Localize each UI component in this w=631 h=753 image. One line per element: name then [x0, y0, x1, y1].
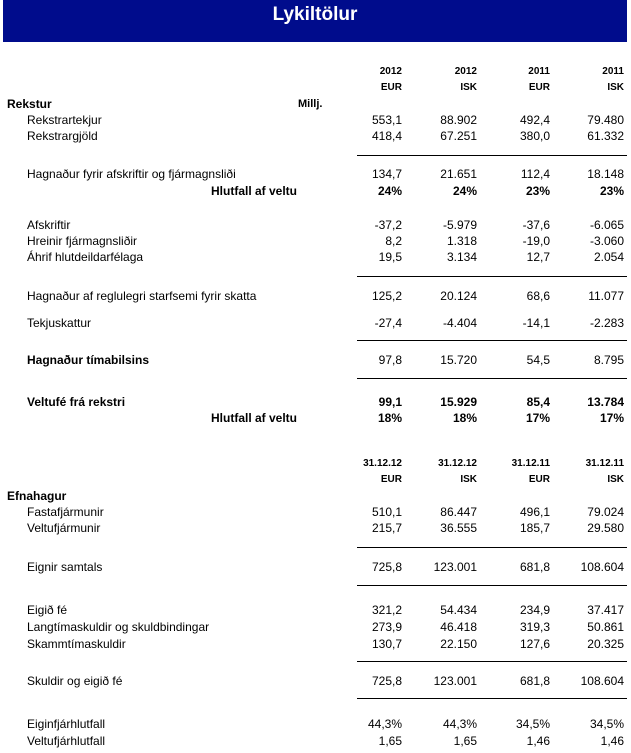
cell: 19,5: [378, 250, 402, 264]
cell: 15.929: [440, 395, 477, 409]
table-row: [0, 250, 631, 264]
cell: 112,4: [520, 167, 550, 181]
cell: 8,2: [385, 234, 402, 248]
header2-currency-2: ISK: [460, 474, 477, 485]
header-date-1: 31.12.12: [363, 458, 402, 469]
cell: 24%: [377, 184, 402, 198]
cell: 1,65: [378, 734, 402, 748]
cell: 215,7: [371, 521, 402, 535]
cell: 123.001: [433, 560, 477, 574]
cell: 8.795: [593, 353, 624, 367]
cell: 46.418: [440, 620, 477, 634]
cell: -5.979: [442, 218, 477, 232]
cell: 492,4: [519, 113, 550, 127]
cell: 79.480: [587, 113, 624, 127]
cell: 319,3: [519, 620, 550, 634]
cell: 1,46: [600, 734, 624, 748]
row-label: Eigið fé: [27, 603, 68, 617]
table-row: [0, 717, 631, 731]
divider: [357, 585, 627, 586]
cell: 68,6: [526, 289, 550, 303]
cell: 23%: [599, 184, 624, 198]
cell: -27,4: [374, 316, 402, 330]
cell: 24%: [452, 184, 477, 198]
cell: 86.447: [440, 505, 477, 519]
cell: 29.580: [587, 521, 624, 535]
cell: 37.417: [587, 603, 624, 617]
cell: -14,1: [522, 316, 550, 330]
cell: -37,2: [374, 218, 402, 232]
cell: 88.902: [440, 113, 477, 127]
cell: 22.150: [440, 637, 477, 651]
section-title-efnahagur: Efnahagur: [7, 489, 67, 503]
divider: [357, 547, 627, 548]
table-row: [0, 316, 631, 330]
cell: 17%: [599, 411, 624, 425]
cell: 1.318: [446, 234, 477, 248]
table-row: [0, 603, 631, 617]
cell: 123.001: [433, 674, 477, 688]
header-currency-1: EUR: [380, 82, 402, 93]
cell: 79.024: [587, 505, 624, 519]
cell: -2.283: [589, 316, 624, 330]
cell: 510,1: [371, 505, 402, 519]
cell: 67.251: [440, 129, 477, 143]
cell: 3.134: [446, 250, 477, 264]
table-row: [0, 234, 631, 248]
section-title-rekstur: Rekstur: [7, 97, 52, 111]
row-label: Veltufjárhlutfall: [27, 734, 106, 748]
cell: 20.325: [587, 637, 624, 651]
row-label: Hagnaður af reglulegri starfsemi fyrir skatta: [27, 289, 257, 303]
table-row: [0, 637, 631, 651]
header2-currency-3: EUR: [528, 474, 550, 485]
table-row: [0, 734, 631, 748]
divider: [357, 276, 627, 277]
header2-currency-4: ISK: [607, 474, 624, 485]
table-row: [0, 560, 631, 574]
header-currency-2: ISK: [460, 82, 477, 93]
table-row: [0, 521, 631, 535]
header-date-4: 31.12.11: [585, 458, 624, 469]
row-label: Hlutfall af veltu: [211, 184, 298, 198]
row-label: Hlutfall af veltu: [211, 411, 298, 425]
row-label: Hagnaður tímabilsins: [27, 353, 150, 367]
cell: 44,3%: [442, 717, 477, 731]
header-currency-4: ISK: [607, 82, 624, 93]
table-row: [0, 620, 631, 634]
row-label: Eiginfjárhlutfall: [27, 717, 106, 731]
cell: 18.148: [587, 167, 624, 181]
table-row: [0, 353, 631, 367]
header-year-2: 2012: [454, 66, 477, 77]
cell: 185,7: [519, 521, 550, 535]
cell: 1,65: [453, 734, 477, 748]
row-label: Áhrif hlutdeildarfélaga: [27, 250, 144, 264]
divider: [357, 155, 627, 156]
table-row: [0, 167, 631, 181]
cell: 130,7: [371, 637, 402, 651]
table-row: [0, 674, 631, 688]
table-row: [0, 395, 631, 409]
header-year-1: 2012: [379, 66, 402, 77]
header2-currency-1: EUR: [380, 474, 402, 485]
cell: 725,8: [371, 560, 402, 574]
cell: 321,2: [371, 603, 402, 617]
cell: 108.604: [580, 674, 624, 688]
cell: -19,0: [522, 234, 550, 248]
table-row: [0, 411, 631, 425]
cell: 1,46: [526, 734, 550, 748]
row-label: Hreinir fjármagnsliðir: [27, 234, 138, 248]
row-label: Rekstrartekjur: [27, 113, 102, 127]
cell: -6.065: [589, 218, 624, 232]
cell: 85,4: [526, 395, 550, 409]
cell: 36.555: [440, 521, 477, 535]
cell: 681,8: [519, 560, 550, 574]
row-label: Veltufjármunir: [27, 521, 101, 535]
cell: 21.651: [440, 167, 477, 181]
cell: 18%: [452, 411, 477, 425]
cell: 134,7: [371, 167, 402, 181]
header-year-3: 2011: [528, 66, 550, 77]
cell: 15.720: [440, 353, 477, 367]
cell: 127,6: [519, 637, 550, 651]
row-label: Skuldir og eigið fé: [27, 674, 123, 688]
cell: 13.784: [587, 395, 624, 409]
divider: [357, 661, 627, 662]
header-currency-3: EUR: [528, 82, 550, 93]
divider: [357, 340, 627, 341]
cell: 12,7: [526, 250, 550, 264]
row-label: Rekstrargjöld: [27, 129, 98, 143]
cell: 553,1: [371, 113, 402, 127]
cell: 234,9: [519, 603, 550, 617]
cell: 380,0: [519, 129, 550, 143]
table-row: [0, 218, 631, 232]
header-year-4: 2011: [602, 66, 624, 77]
cell: 725,8: [371, 674, 402, 688]
row-label: Fastafjármunir: [27, 505, 104, 519]
divider: [357, 378, 627, 379]
cell: 681,8: [519, 674, 550, 688]
cell: 50.861: [587, 620, 624, 634]
cell: 2.054: [593, 250, 624, 264]
row-label: Langtímaskuldir og skuldbindingar: [27, 620, 210, 634]
cell: 496,1: [519, 505, 550, 519]
cell: -3.060: [589, 234, 624, 248]
row-label: Tekjuskattur: [27, 316, 92, 330]
cell: 418,4: [371, 129, 402, 143]
header-date-3: 31.12.11: [511, 458, 550, 469]
cell: 273,9: [371, 620, 402, 634]
row-label: Skammtímaskuldir: [27, 637, 126, 651]
cell: 61.332: [587, 129, 624, 143]
cell: 54,5: [526, 353, 550, 367]
row-label: Hagnaður fyrir afskriftir og fjármagnsliði: [27, 167, 236, 181]
cell: 108.604: [580, 560, 624, 574]
table-row: [0, 289, 631, 303]
cell: 97,8: [378, 353, 402, 367]
cell: 18%: [377, 411, 402, 425]
cell: 125,2: [371, 289, 402, 303]
cell: -4.404: [442, 316, 477, 330]
cell: 34,5%: [589, 717, 624, 731]
cell: 99,1: [378, 395, 402, 409]
table-row: [0, 129, 631, 143]
cell: -37,6: [522, 218, 550, 232]
cell: 20.124: [440, 289, 477, 303]
cell: 44,3%: [367, 717, 402, 731]
cell: 23%: [525, 184, 550, 198]
page-title: Lykiltölur: [3, 0, 627, 42]
row-label: Afskriftir: [27, 218, 71, 232]
cell: 54.434: [440, 603, 477, 617]
cell: 11.077: [588, 289, 624, 303]
row-label: Eignir samtals: [27, 560, 103, 574]
divider: [357, 698, 627, 699]
table-row: [0, 113, 631, 127]
unit-label: Millj.: [298, 98, 323, 110]
table-row: [0, 505, 631, 519]
table-row: [0, 184, 631, 198]
cell: 17%: [525, 411, 550, 425]
row-label: Veltufé frá rekstri: [27, 395, 126, 409]
header-date-2: 31.12.12: [438, 458, 477, 469]
cell: 34,5%: [515, 717, 550, 731]
